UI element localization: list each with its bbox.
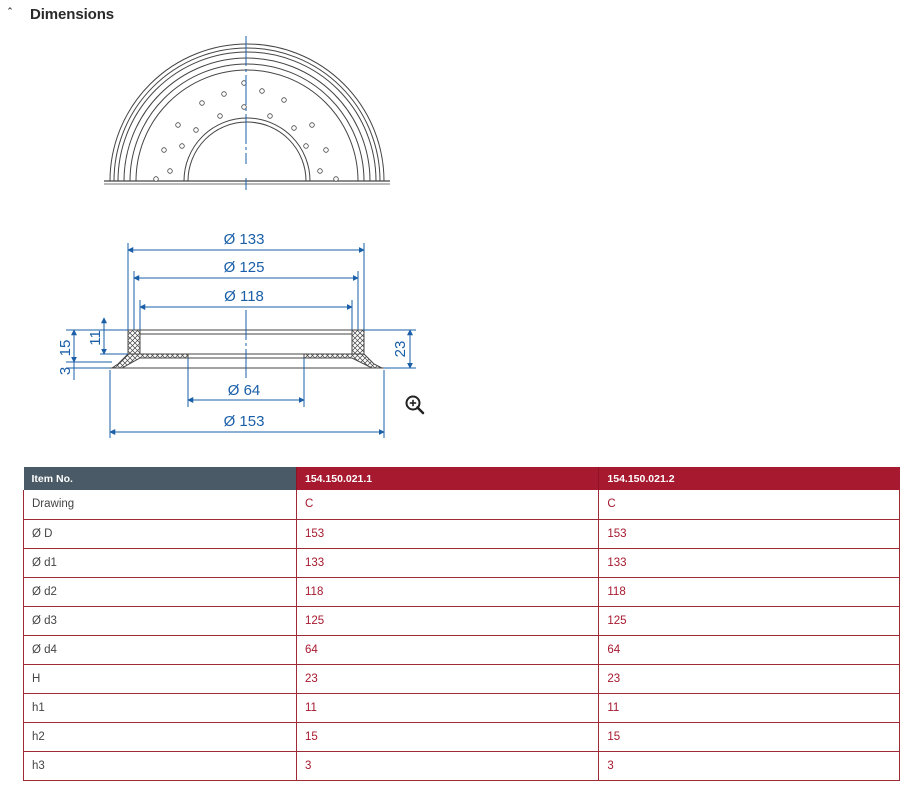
dimensions-table <box>23 467 900 781</box>
row-value: 64 <box>599 635 900 664</box>
dim-118-label: Ø 118 <box>224 288 264 305</box>
table-row <box>24 693 900 722</box>
row-label: h1 <box>24 693 297 722</box>
chevron-up-icon: ˆ <box>8 7 12 19</box>
row-value: 118 <box>297 577 599 606</box>
row-value: C <box>297 490 599 519</box>
row-value: 23 <box>599 664 900 693</box>
table-row <box>24 664 900 693</box>
row-value: 23 <box>297 664 599 693</box>
row-value: 118 <box>599 577 900 606</box>
table-header-row <box>24 467 900 490</box>
section-title: Dimensions <box>30 6 115 23</box>
row-value: 153 <box>297 519 599 548</box>
zoom-in-icon <box>404 394 426 416</box>
row-value: 125 <box>297 606 599 635</box>
dim-23-label: 23 <box>392 340 409 358</box>
row-label: h3 <box>24 751 297 780</box>
dim-125-label: Ø 125 <box>223 259 265 276</box>
row-label: Ø d4 <box>24 635 297 664</box>
technical-drawing <box>0 28 440 448</box>
dim-64-label: Ø 64 <box>227 382 261 399</box>
row-label: Ø d3 <box>24 606 297 635</box>
row-value: 11 <box>599 693 900 722</box>
row-value: 3 <box>599 751 900 780</box>
header-item-no: Item No. <box>24 467 297 490</box>
table-row <box>24 490 900 519</box>
section-view <box>110 330 384 368</box>
table-row <box>24 577 900 606</box>
row-label: Drawing <box>24 490 297 519</box>
row-value: 64 <box>297 635 599 664</box>
table-row <box>24 635 900 664</box>
row-value: 15 <box>599 722 900 751</box>
table-row <box>24 548 900 577</box>
dim-15-label: 15 <box>57 339 74 357</box>
dim-11-label: 11 <box>87 330 104 346</box>
row-label: Ø D <box>24 519 297 548</box>
row-value: C <box>599 490 900 519</box>
header-item-2: 154.150.021.2 <box>599 467 900 490</box>
dim-3-label: 3 <box>57 366 74 376</box>
table-row <box>24 519 900 548</box>
dim-133-label: Ø 133 <box>223 231 265 248</box>
zoom-in-button[interactable] <box>404 394 426 416</box>
row-value: 133 <box>297 548 599 577</box>
row-label: Ø d2 <box>24 577 297 606</box>
table-row <box>24 606 900 635</box>
top-view <box>104 44 390 184</box>
dim-153-label: Ø 153 <box>223 413 265 430</box>
table-row <box>24 751 900 780</box>
row-label: H <box>24 664 297 693</box>
row-value: 133 <box>599 548 900 577</box>
row-label: Ø d1 <box>24 548 297 577</box>
row-value: 15 <box>297 722 599 751</box>
table-row <box>24 722 900 751</box>
row-label: h2 <box>24 722 297 751</box>
row-value: 3 <box>297 751 599 780</box>
row-value: 153 <box>599 519 900 548</box>
row-value: 11 <box>297 693 599 722</box>
header-item-1: 154.150.021.1 <box>297 467 599 490</box>
row-value: 125 <box>599 606 900 635</box>
